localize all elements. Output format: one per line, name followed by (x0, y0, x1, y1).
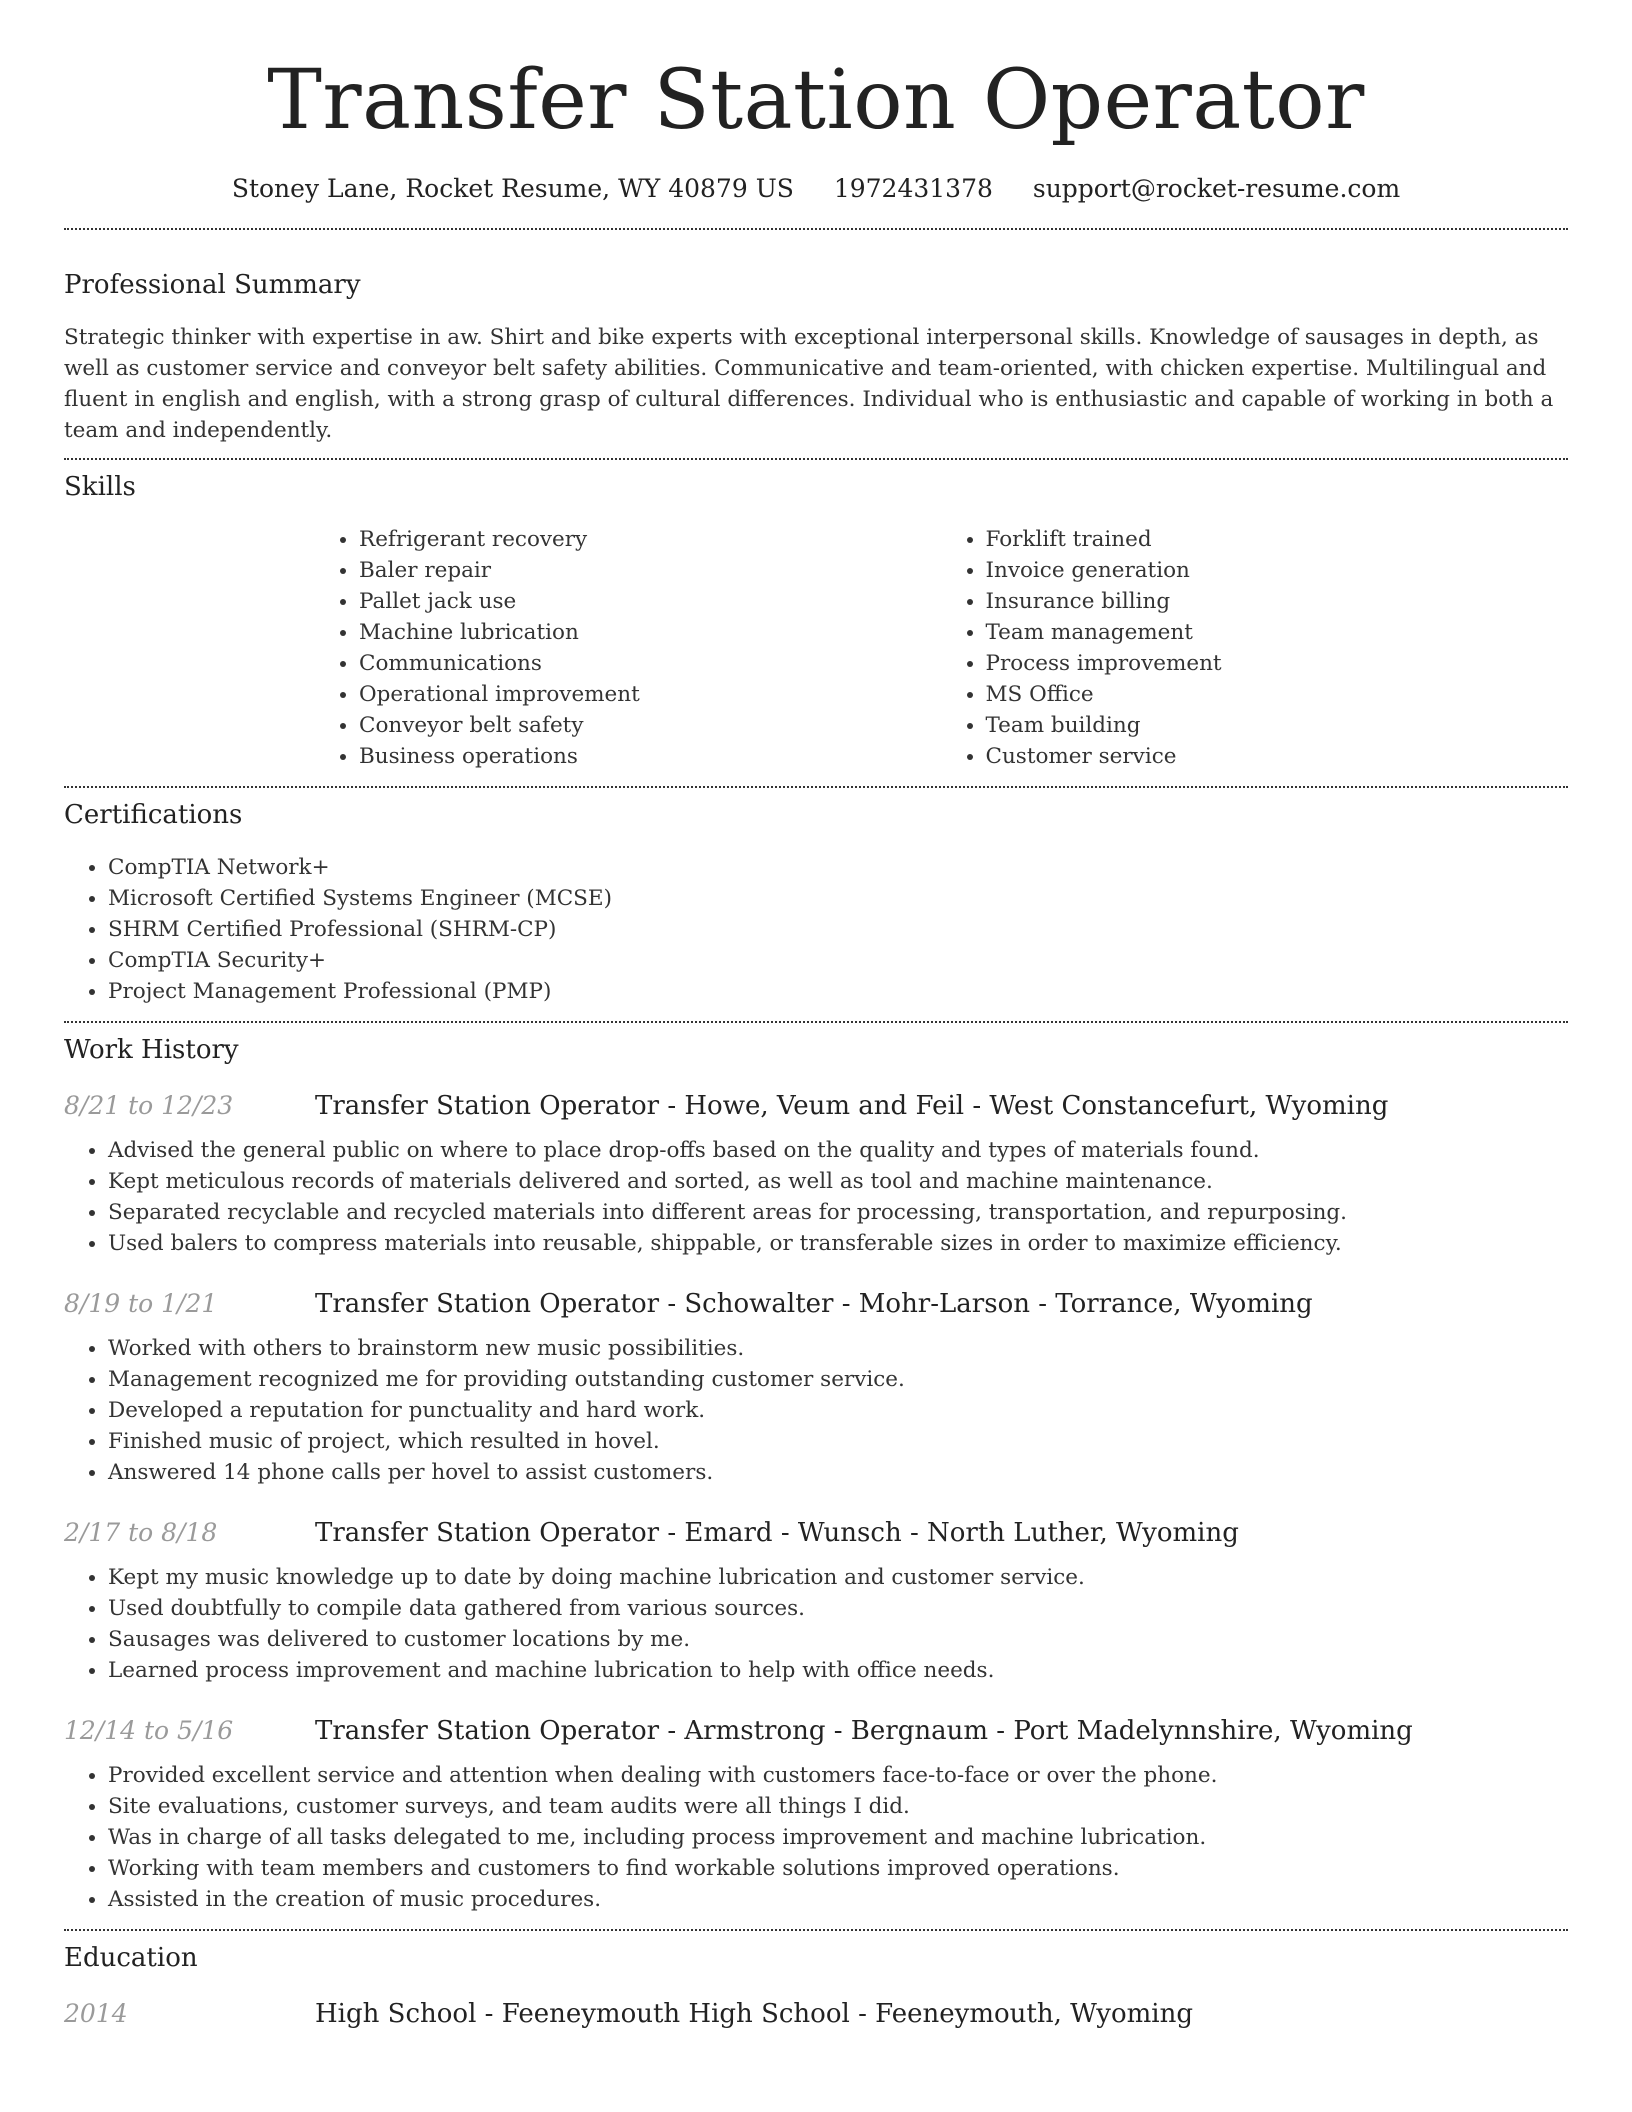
certification-item: • Microsoft Certified Systems Engineer (MCSE) (108, 883, 1568, 914)
job-header (64, 1518, 1568, 1548)
divider (64, 458, 1568, 460)
job-bullet: • Kept my music knowledge up to date by doing machine lubrication and customer service. (108, 1562, 1568, 1593)
job-bullet: • Answered 14 phone calls per hovel to assist customers. (108, 1457, 1568, 1488)
job-bullet: • Advised the general public on where to place drop-offs based on the quality and types of materials found. (108, 1135, 1568, 1166)
education-entry (64, 1999, 1568, 2029)
skill-item: • Insurance billing (986, 586, 1569, 617)
job-dates: 8/21 to 12/23 (64, 1091, 234, 1120)
section-title-education: Education (64, 1943, 198, 1973)
section-title-work-history: Work History (64, 1035, 239, 1065)
job-dates: 2/17 to 8/18 (64, 1518, 218, 1547)
email: support@rocket-resume.com (1032, 174, 1401, 203)
job-bullets (64, 1562, 1568, 1686)
job-bullet: • Assisted in the creation of music procedures. (108, 1884, 1568, 1915)
section-title-skills: Skills (64, 472, 136, 502)
candidate-name: Transfer Station Operator (267, 53, 1365, 148)
job-heading: Transfer Station Operator - Schowalter - Mohr-Larson - Torrance, Wyoming (315, 1289, 1313, 1319)
skill-item: • Pallet jack use (359, 586, 942, 617)
skill-item: • MS Office (986, 679, 1569, 710)
job-heading: Transfer Station Operator - Armstrong - Bergnaum - Port Madelynnshire, Wyoming (315, 1716, 1413, 1746)
education-header (64, 1999, 1568, 2029)
skill-item: • Process improvement (986, 648, 1569, 679)
skill-item: • Communications (359, 648, 942, 679)
job-heading: Transfer Station Operator - Emard - Wunsch - North Luther, Wyoming (315, 1518, 1239, 1548)
job-bullet: • Separated recyclable and recycled materials into different areas for processing, transportation, and repurposing. (108, 1197, 1568, 1228)
job-bullet: • Management recognized me for providing outstanding customer service. (108, 1364, 1568, 1395)
skill-item: • Baler repair (359, 555, 942, 586)
certification-item: • CompTIA Network+ (108, 852, 1568, 883)
job-dates: 8/19 to 1/21 (64, 1289, 218, 1318)
section-title-summary: Professional Summary (64, 270, 361, 300)
job-bullet: • Sausages was delivered to customer locations by me. (108, 1624, 1568, 1655)
job-entry (64, 1518, 1568, 1686)
divider (64, 1021, 1568, 1023)
job-header (64, 1716, 1568, 1746)
job-bullet: • Used doubtfully to compile data gathered from various sources. (108, 1593, 1568, 1624)
job-bullet: • Site evaluations, customer surveys, and team audits were all things I did. (108, 1791, 1568, 1822)
address: Stoney Lane, Rocket Resume, WY 40879 US (231, 174, 794, 203)
skill-item: • Customer service (986, 741, 1569, 772)
job-bullet: • Used balers to compress materials into reusable, shippable, or transferable sizes in order to maximize efficiency. (108, 1228, 1568, 1259)
job-entry (64, 1091, 1568, 1259)
job-header (64, 1289, 1568, 1319)
certification-item: • CompTIA Security+ (108, 945, 1568, 976)
skill-item: • Machine lubrication (359, 617, 942, 648)
education-dates: 2014 (64, 1999, 128, 2028)
skills-column-left (315, 524, 942, 772)
job-bullet: • Kept meticulous records of materials delivered and sorted, as well as tool and machine maintenance. (108, 1166, 1568, 1197)
skills-column-right (942, 524, 1569, 772)
job-entry (64, 1289, 1568, 1488)
skill-item: • Team building (986, 710, 1569, 741)
job-bullet: • Was in charge of all tasks delegated to me, including process improvement and machine lubrication. (108, 1822, 1568, 1853)
skill-item: • Business operations (359, 741, 942, 772)
job-heading: Transfer Station Operator - Howe, Veum and Feil - West Constancefurt, Wyoming (315, 1091, 1389, 1121)
job-dates: 12/14 to 5/16 (64, 1716, 234, 1745)
job-bullet: • Worked with others to brainstorm new music possibilities. (108, 1333, 1568, 1364)
skill-item: • Conveyor belt safety (359, 710, 942, 741)
certifications-list (64, 852, 1568, 1007)
divider (64, 228, 1568, 230)
skill-item: • Operational improvement (359, 679, 942, 710)
job-bullet: • Working with team members and customers to find workable solutions improved operations. (108, 1853, 1568, 1884)
skills-list (315, 524, 1568, 772)
job-bullets (64, 1333, 1568, 1488)
certification-item: • SHRM Certified Professional (SHRM-CP) (108, 914, 1568, 945)
job-header (64, 1091, 1568, 1121)
phone: 1972431378 (833, 174, 993, 203)
section-title-certifications: Certifications (64, 800, 243, 830)
divider (64, 786, 1568, 788)
skill-item: • Refrigerant recovery (359, 524, 942, 555)
job-entry (64, 1716, 1568, 1915)
job-bullet: • Developed a reputation for punctuality and hard work. (108, 1395, 1568, 1426)
job-bullet: • Provided excellent service and attention when dealing with customers face-to-face or over the phone. (108, 1760, 1568, 1791)
job-bullets (64, 1760, 1568, 1915)
education-heading: High School - Feeneymouth High School - Feeneymouth, Wyoming (315, 1999, 1193, 2029)
contact-line (64, 174, 1568, 204)
skill-item: • Team management (986, 617, 1569, 648)
certification-item: • Project Management Professional (PMP) (108, 976, 1568, 1007)
skill-item: • Forklift trained (986, 524, 1569, 555)
summary-text: Strategic thinker with expertise in aw. Shirt and bike experts with exceptional interpersonal skills. Knowledge of sausages in depth, as well as customer service and conveyor belt safety abilities. Communicative and team-oriented, with chicken expertise. Multilingual and fluent in english and english, with a strong grasp of cultural differences. Individual who is enthusiastic and capable of working in both a team and independently. (64, 325, 1554, 443)
divider (64, 1929, 1568, 1931)
job-bullet: • Finished music of project, which resulted in hovel. (108, 1426, 1568, 1457)
job-bullet: • Learned process improvement and machine lubrication to help with office needs. (108, 1655, 1568, 1686)
skill-item: • Invoice generation (986, 555, 1569, 586)
job-bullets (64, 1135, 1568, 1259)
